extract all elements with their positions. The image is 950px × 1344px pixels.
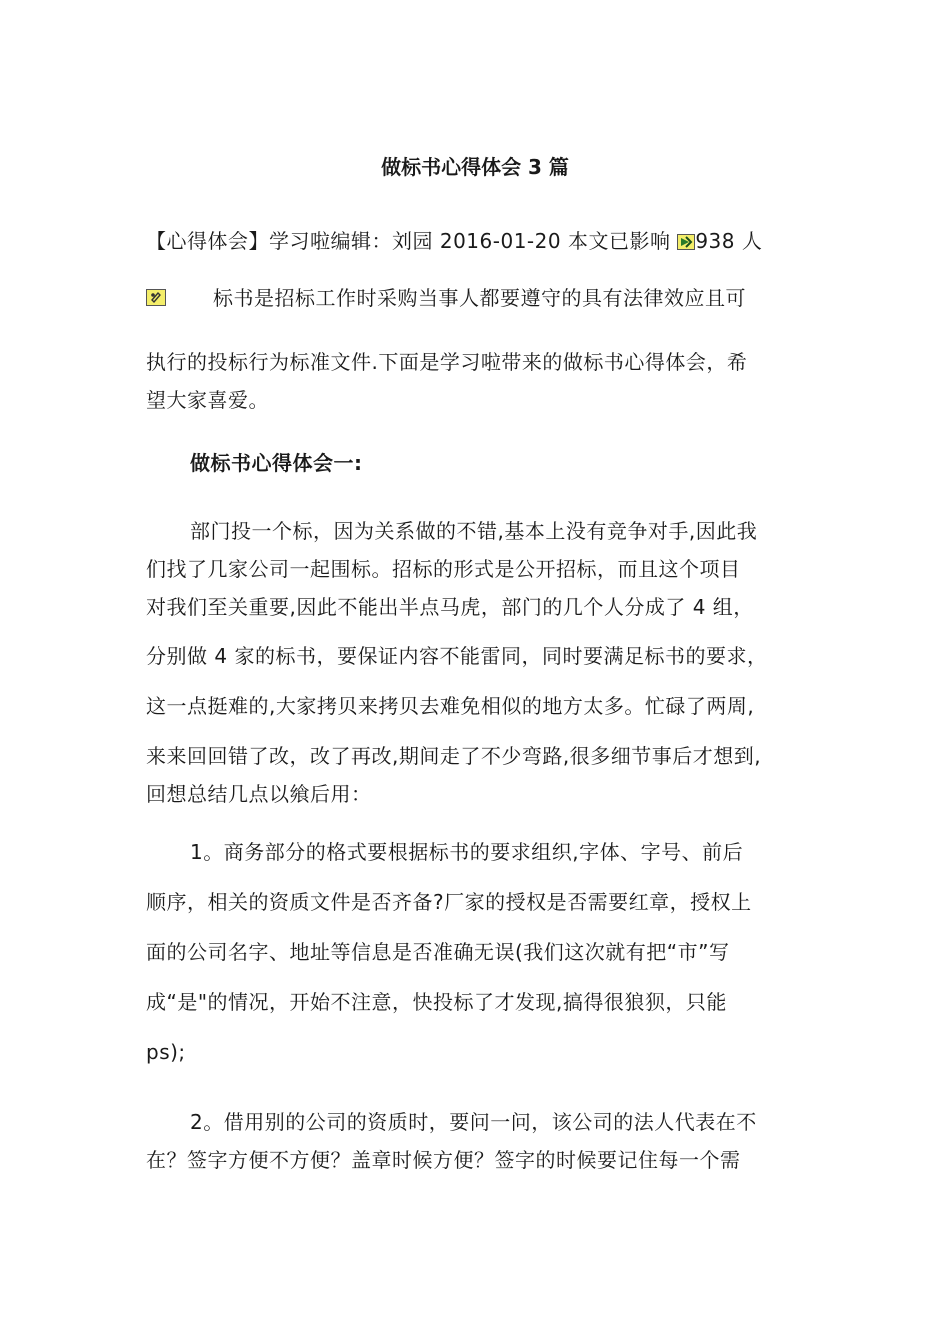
section-heading-1: 做标书心得体会一: [190, 451, 363, 475]
para1-line-1: 部门投一个标，因为关系做的不错,基本上没有竞争对手,因此我 [190, 519, 758, 543]
para2-line-4: 成“是"的情况，开始不注意，快投标了才发现,搞得很狼狈，只能 [146, 990, 727, 1014]
para3-line-1: 2。借用别的公司的资质时，要问一问，该公司的法人代表在不 [190, 1110, 757, 1134]
para2-line-1: 1。商务部分的格式要根据标书的要求组织,字体、字号、前后 [190, 840, 744, 864]
meta-line [146, 228, 762, 254]
para1-line-2: 们找了几家公司一起围标。招标的形式是公开招标，而且这个项目 [146, 557, 741, 581]
meta-editor: 学习啦编辑：刘园 2016-01-20 本文已影响 [269, 229, 671, 253]
para1-line-5: 这一点挺难的,大家拷贝来拷贝去难免相似的地方太多。忙碌了两周, [146, 694, 755, 718]
para1-line-7: 回想总结几点以飨后用： [146, 782, 372, 806]
intro-line-2: 执行的投标行为标准文件.下面是学习啦带来的做标书心得体会，希 [146, 350, 748, 374]
meta-category: 【心得体会】 [146, 229, 269, 253]
para1-line-6: 来来回回错了改，改了再改,期间走了不少弯路,很多细节事后才想到, [146, 744, 762, 768]
para2-line-2: 顺序，相关的资质文件是否齐备?厂家的授权是否需要红章，授权上 [146, 890, 752, 914]
intro-line-3: 望大家喜爱。 [146, 388, 269, 412]
para1-line-4: 分别做 4 家的标书，要保证内容不能雷同，同时要满足标书的要求， [146, 644, 768, 668]
meta-views: 938 人 [695, 229, 763, 253]
para3-line-2: 在？签字方便不方便？盖章时候方便？签字的时候要记住每一个需 [146, 1148, 741, 1172]
intro-line-1: 标书是招标工作时采购当事人都要遵守的具有法律效应且可 [213, 286, 746, 310]
para2-line-5: ps); [146, 1040, 186, 1064]
views-icon [677, 234, 695, 250]
document-title: 做标书心得体会 3 篇 [381, 155, 569, 179]
para1-line-3: 对我们至关重要,因此不能出半点马虎，部门的几个人分成了 4 组， [146, 595, 754, 619]
article-image-icon [146, 289, 166, 306]
para2-line-3: 面的公司名字、地址等信息是否准确无误(我们这次就有把“市”写 [146, 940, 730, 964]
